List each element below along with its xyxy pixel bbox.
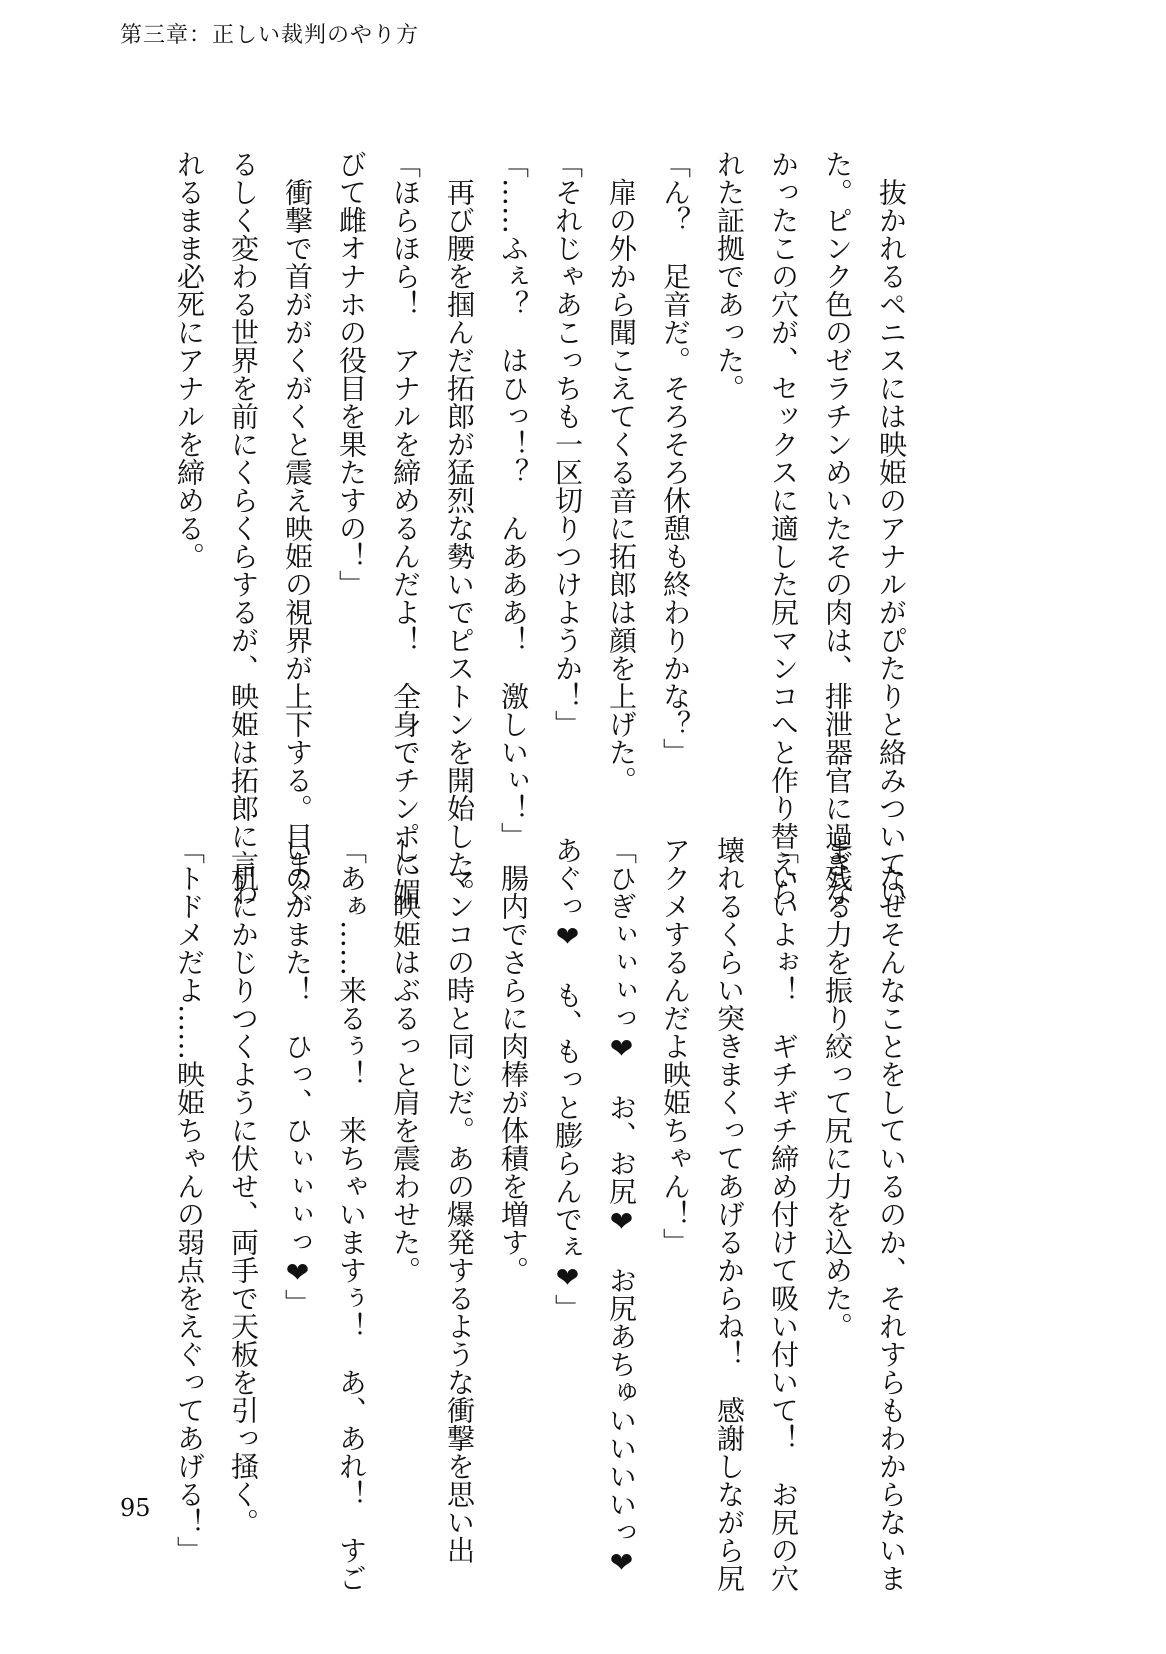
text-column: マンコの時と同じだ。あの爆発するような衝撃を思い出 bbox=[443, 836, 476, 1564]
text-column: なぜそんなことをしているのか、それすらもわからないま bbox=[875, 836, 908, 1592]
text-column: 「……ふぇ？ はひっ！？ んあああ！ 激しいぃ！」 bbox=[497, 150, 530, 850]
text-column: た。ピンク色のゼラチンめいたその肉は、排泄器官に過ぎな bbox=[821, 150, 854, 906]
text-column: ま残る力を振り絞って尻に力を込めた。 bbox=[821, 836, 854, 1340]
text-column: 「ほらほら！ アナルを締めるんだよ！ 全身でチンポに媚 bbox=[389, 150, 422, 906]
chapter-header: 第三章：正しい裁判のやり方 bbox=[120, 23, 420, 48]
text-column: 机にかじりつくように伏せ、両手で天板を引っ掻く。 bbox=[227, 836, 260, 1536]
text-column: し、映姫はぶるっと肩を震わせた。 bbox=[389, 836, 422, 1284]
text-column: 「それじゃあこっちも一区切りつけようか！」 bbox=[551, 150, 584, 738]
text-column: 抜かれるペニスには映姫のアナルがぴたりと絡みついてい bbox=[875, 150, 908, 906]
text-column: 再び腰を掴んだ拓郎が猛烈な勢いでピストンを開始した。 bbox=[443, 150, 476, 906]
text-block-lower bbox=[162, 836, 918, 1592]
text-column: あぐっ❤ も、もっと膨らんでぇ❤」 bbox=[551, 836, 584, 1322]
text-column: 扉の外から聞こえてくる音に拓郎は顔を上げた。 bbox=[605, 150, 638, 794]
text-column: れた証拠であった。 bbox=[713, 150, 746, 402]
text-column: びて雌オナホの役目を果たすの！」 bbox=[335, 150, 368, 598]
text-column: 「ひぎぃぃぃっ❤ お、お尻❤ お尻あちゅいいいいっ❤ bbox=[605, 836, 638, 1579]
text-column: 「いいよぉ！ ギチギチ締め付けて吸い付いて！ お尻の穴 bbox=[767, 836, 800, 1592]
text-column: 腸内でさらに肉棒が体積を増す。 bbox=[497, 836, 530, 1284]
page-number: 95 bbox=[120, 1494, 151, 1522]
text-column: るしく変わる世界を前にくらくらするが、映姫は拓郎に言わ bbox=[227, 150, 260, 906]
text-column: れるまま必死にアナルを締める。 bbox=[173, 150, 206, 570]
text-column: 「トドメだよ……映姫ちゃんの弱点をえぐってあげる！」 bbox=[173, 836, 206, 1564]
text-column: かったこの穴が、セックスに適した尻マンコへと作り替えら bbox=[767, 150, 800, 906]
text-block-upper bbox=[162, 150, 918, 906]
text-column: 「ん？ 足音だ。そろそろ休憩も終わりかな？」 bbox=[659, 150, 692, 766]
text-column: 「あぁ……来るぅ！ 来ちゃいますぅ！ あ、あれ！ すご bbox=[335, 836, 368, 1592]
text-column: いのがまた！ ひっ、ひぃぃぃっ❤」 bbox=[281, 836, 314, 1317]
text-column: アクメするんだよ映姫ちゃん！」 bbox=[659, 836, 692, 1256]
text-column: 壊れるくらい突きまくってあげるからね！ 感謝しながら尻 bbox=[713, 836, 746, 1592]
text-column: 衝撃で首ががくがくと震え映姫の視界が上下する。目まぐ bbox=[281, 150, 314, 906]
